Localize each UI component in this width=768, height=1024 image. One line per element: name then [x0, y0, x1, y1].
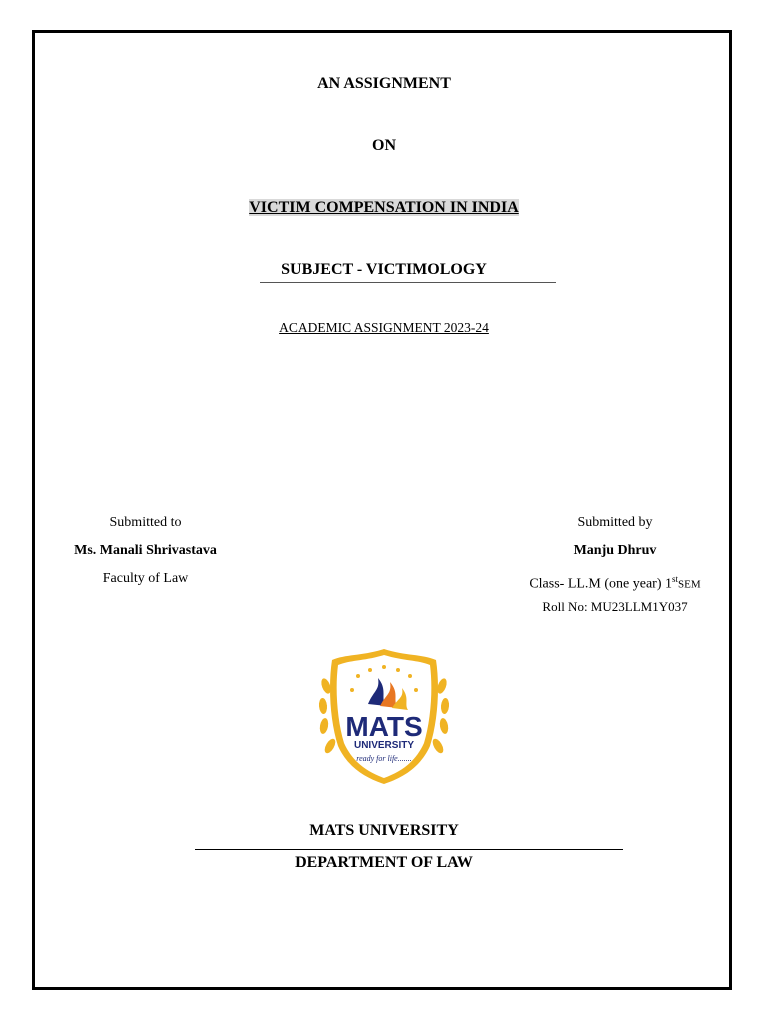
page-border [32, 30, 732, 990]
academic-text: ACADEMIC ASSIGNMENT 2023-24 [279, 320, 489, 335]
heading-assignment: AN ASSIGNMENT [317, 75, 451, 92]
topic-text: VICTIM COMPENSATION IN INDIA [249, 199, 519, 216]
class-prefix: Class- LL.M (one year) 1 [529, 576, 673, 592]
class-line [510, 570, 720, 598]
logo-tagline: ready for life....... [356, 754, 412, 763]
subject-underline [260, 282, 556, 283]
department-name: DEPARTMENT OF LAW [295, 854, 473, 871]
university-name: MATS UNIVERSITY [309, 822, 459, 839]
heading-topic [0, 199, 768, 217]
submitted-to-dept: Faculty of Law [102, 571, 189, 586]
submitted-by-block [510, 514, 720, 626]
class-sup: st [672, 574, 679, 584]
footer-divider [195, 849, 623, 850]
heading-subject: SUBJECT - VICTIMOLOGY [281, 261, 487, 278]
submitted-by-label: Submitted by [577, 515, 653, 530]
heading-on: ON [372, 137, 396, 154]
class-suffix: SEM [678, 578, 701, 591]
submitted-to-block [58, 514, 233, 598]
roll-number: Roll No: MU23LLM1Y037 [542, 599, 688, 614]
submitted-to-label: Submitted to [109, 515, 182, 530]
logo-mats: MATS [345, 711, 423, 742]
mats-university-logo [318, 646, 450, 786]
submitted-by-name: Manju Dhruv [573, 543, 657, 558]
submitted-to-name: Ms. Manali Shrivastava [74, 543, 217, 558]
academic-year [0, 320, 768, 336]
logo-university: UNIVERSITY [353, 740, 415, 751]
